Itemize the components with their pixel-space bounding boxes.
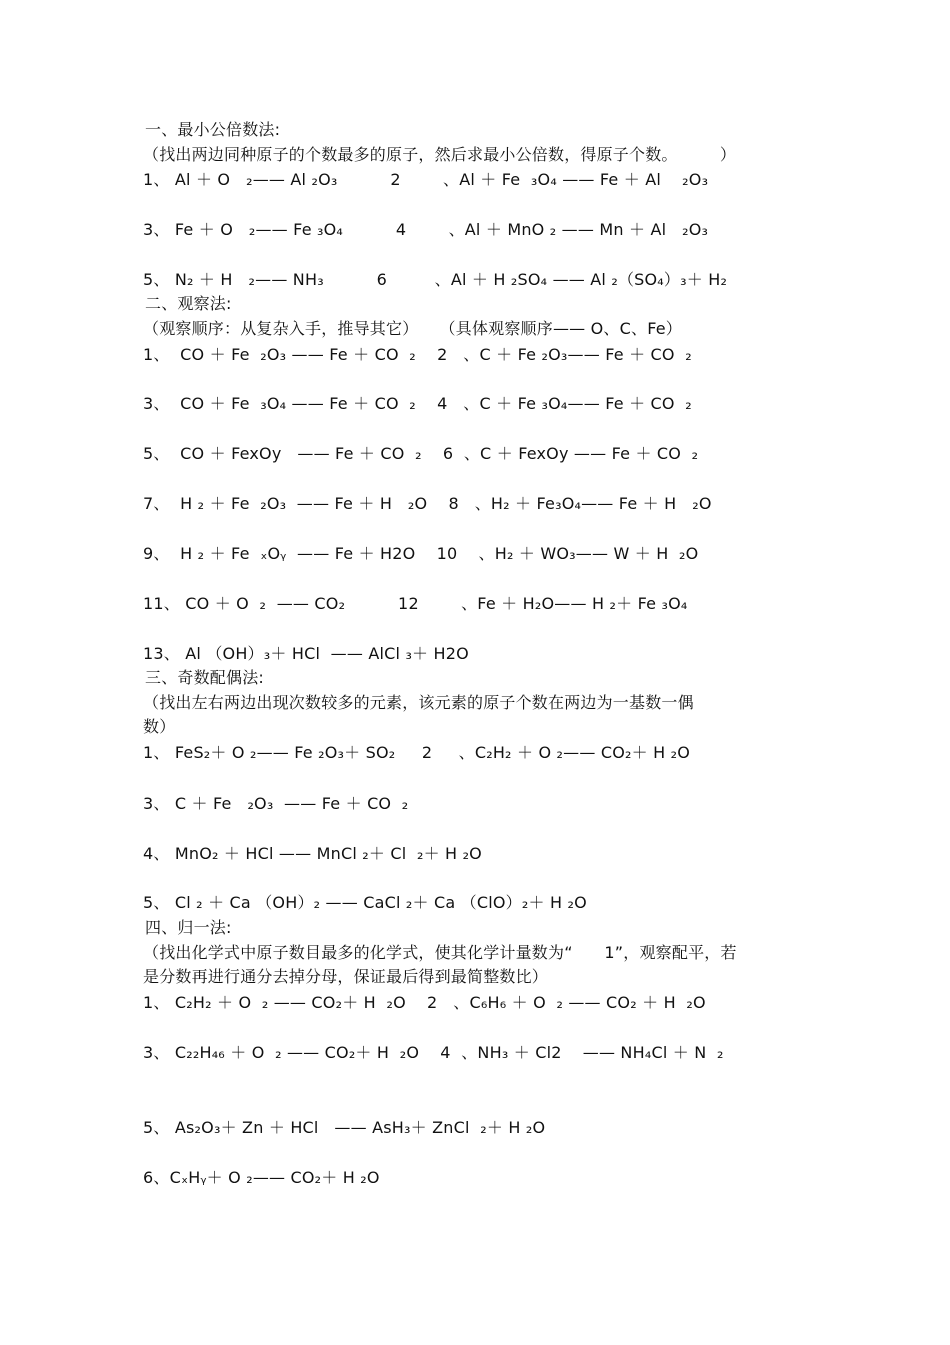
equation-line: 3、 C₂₂H₄₆ ＋ O ₂ —— CO₂＋ H ₂O 4 、NH₃ ＋ Cl2 —— NH₄Cl ＋ N ₂ — [143, 1043, 724, 1062]
equation-line: 6、CₓHᵧ＋ O ₂—— CO₂＋ H ₂O — [143, 1168, 380, 1187]
section-note: （观察顺序：从复杂入手，推导其它） （具体观察顺序—— O、C、Fe） — [143, 319, 682, 338]
equation-line: 3、 CO ＋ Fe ₃O₄ —— Fe ＋ CO ₂ 4 、C ＋ Fe ₃O₄—— Fe ＋ CO ₂ — [143, 394, 692, 413]
section-title: 二、观察法: — [145, 294, 232, 313]
equation-line: 5、 Cl ₂ ＋ Ca （OH）₂ —— CaCl ₂＋ Ca （ClO）₂＋ H ₂O — [143, 893, 587, 912]
equation-line: 1、 C₂H₂ ＋ O ₂ —— CO₂＋ H ₂O 2 、C₆H₆ ＋ O ₂ —— CO₂ ＋ H ₂O — [143, 993, 706, 1012]
equation-line: 5、 N₂ ＋ H ₂—— NH₃ 6 、Al ＋ H ₂SO₄ —— Al ₂（SO₄）₃＋ H₂ — [143, 270, 728, 289]
equation-line: 7、 H ₂ ＋ Fe ₂O₃ —— Fe ＋ H ₂O 8 、H₂ ＋ Fe₃O₄—— Fe ＋ H ₂O — [143, 494, 712, 513]
section-note: （找出两边同种原子的个数最多的原子，然后求最小公倍数，得原子个数。 ） — [143, 145, 737, 164]
equation-line: 4、 MnO₂ ＋ HCl —— MnCl ₂＋ Cl ₂＋ H ₂O — [143, 844, 482, 863]
equation-line: 1、 Al ＋ O ₂—— Al ₂O₃ 2 、Al ＋ Fe ₃O₄ —— Fe ＋ Al ₂O₃ — [143, 170, 709, 189]
section-note: （找出左右两边出现次数较多的元素，该元素的原子个数在两边为一基数一偶 — [143, 693, 694, 712]
equation-line: 13、 Al （OH）₃＋ HCl —— AlCl ₃＋ H2O — [143, 644, 469, 663]
equation-line: 3、 C ＋ Fe ₂O₃ —— Fe ＋ CO ₂ — [143, 794, 409, 813]
section-note: （找出化学式中原子数目最多的化学式，使其化学计量数为“ 1”，观察配平，若 — [143, 943, 737, 962]
equation-line: 1、 FeS₂＋ O ₂—— Fe ₂O₃＋ SO₂ 2 、C₂H₂ ＋ O ₂—— CO₂＋ H ₂O — [143, 743, 691, 762]
section-note-continued: 是分数再进行通分去掉分母，保证最后得到最简整数比） — [143, 967, 549, 986]
equation-line: 3、 Fe ＋ O ₂—— Fe ₃O₄ 4 、Al ＋ MnO ₂ —— Mn ＋ Al ₂O₃ — [143, 220, 709, 239]
section-title: 三、奇数配偶法: — [145, 668, 264, 687]
equation-line: 11、 CO ＋ O ₂ —— CO₂ 12 、Fe ＋ H₂O—— H ₂＋ Fe ₃O₄ — [143, 594, 688, 613]
section-title: 四、归一法: — [145, 918, 232, 937]
equation-line: 9、 H ₂ ＋ Fe ₓOᵧ —— Fe ＋ H2O 10 、H₂ ＋ WO₃—— W ＋ H ₂O — [143, 544, 699, 563]
equation-line: 5、 As₂O₃＋ Zn ＋ HCl —— AsH₃＋ ZnCl ₂＋ H ₂O — [143, 1118, 546, 1137]
section-note-continued: 数） — [143, 717, 176, 736]
equation-line: 1、 CO ＋ Fe ₂O₃ —— Fe ＋ CO ₂ 2 、C ＋ Fe ₂O₃—— Fe ＋ CO ₂ — [143, 345, 692, 364]
equation-line: 5、 CO ＋ FexOy —— Fe ＋ CO ₂ 6 、C ＋ FexOy —— Fe ＋ CO ₂ — [143, 444, 699, 463]
section-title: 一、最小公倍数法: — [145, 120, 281, 139]
